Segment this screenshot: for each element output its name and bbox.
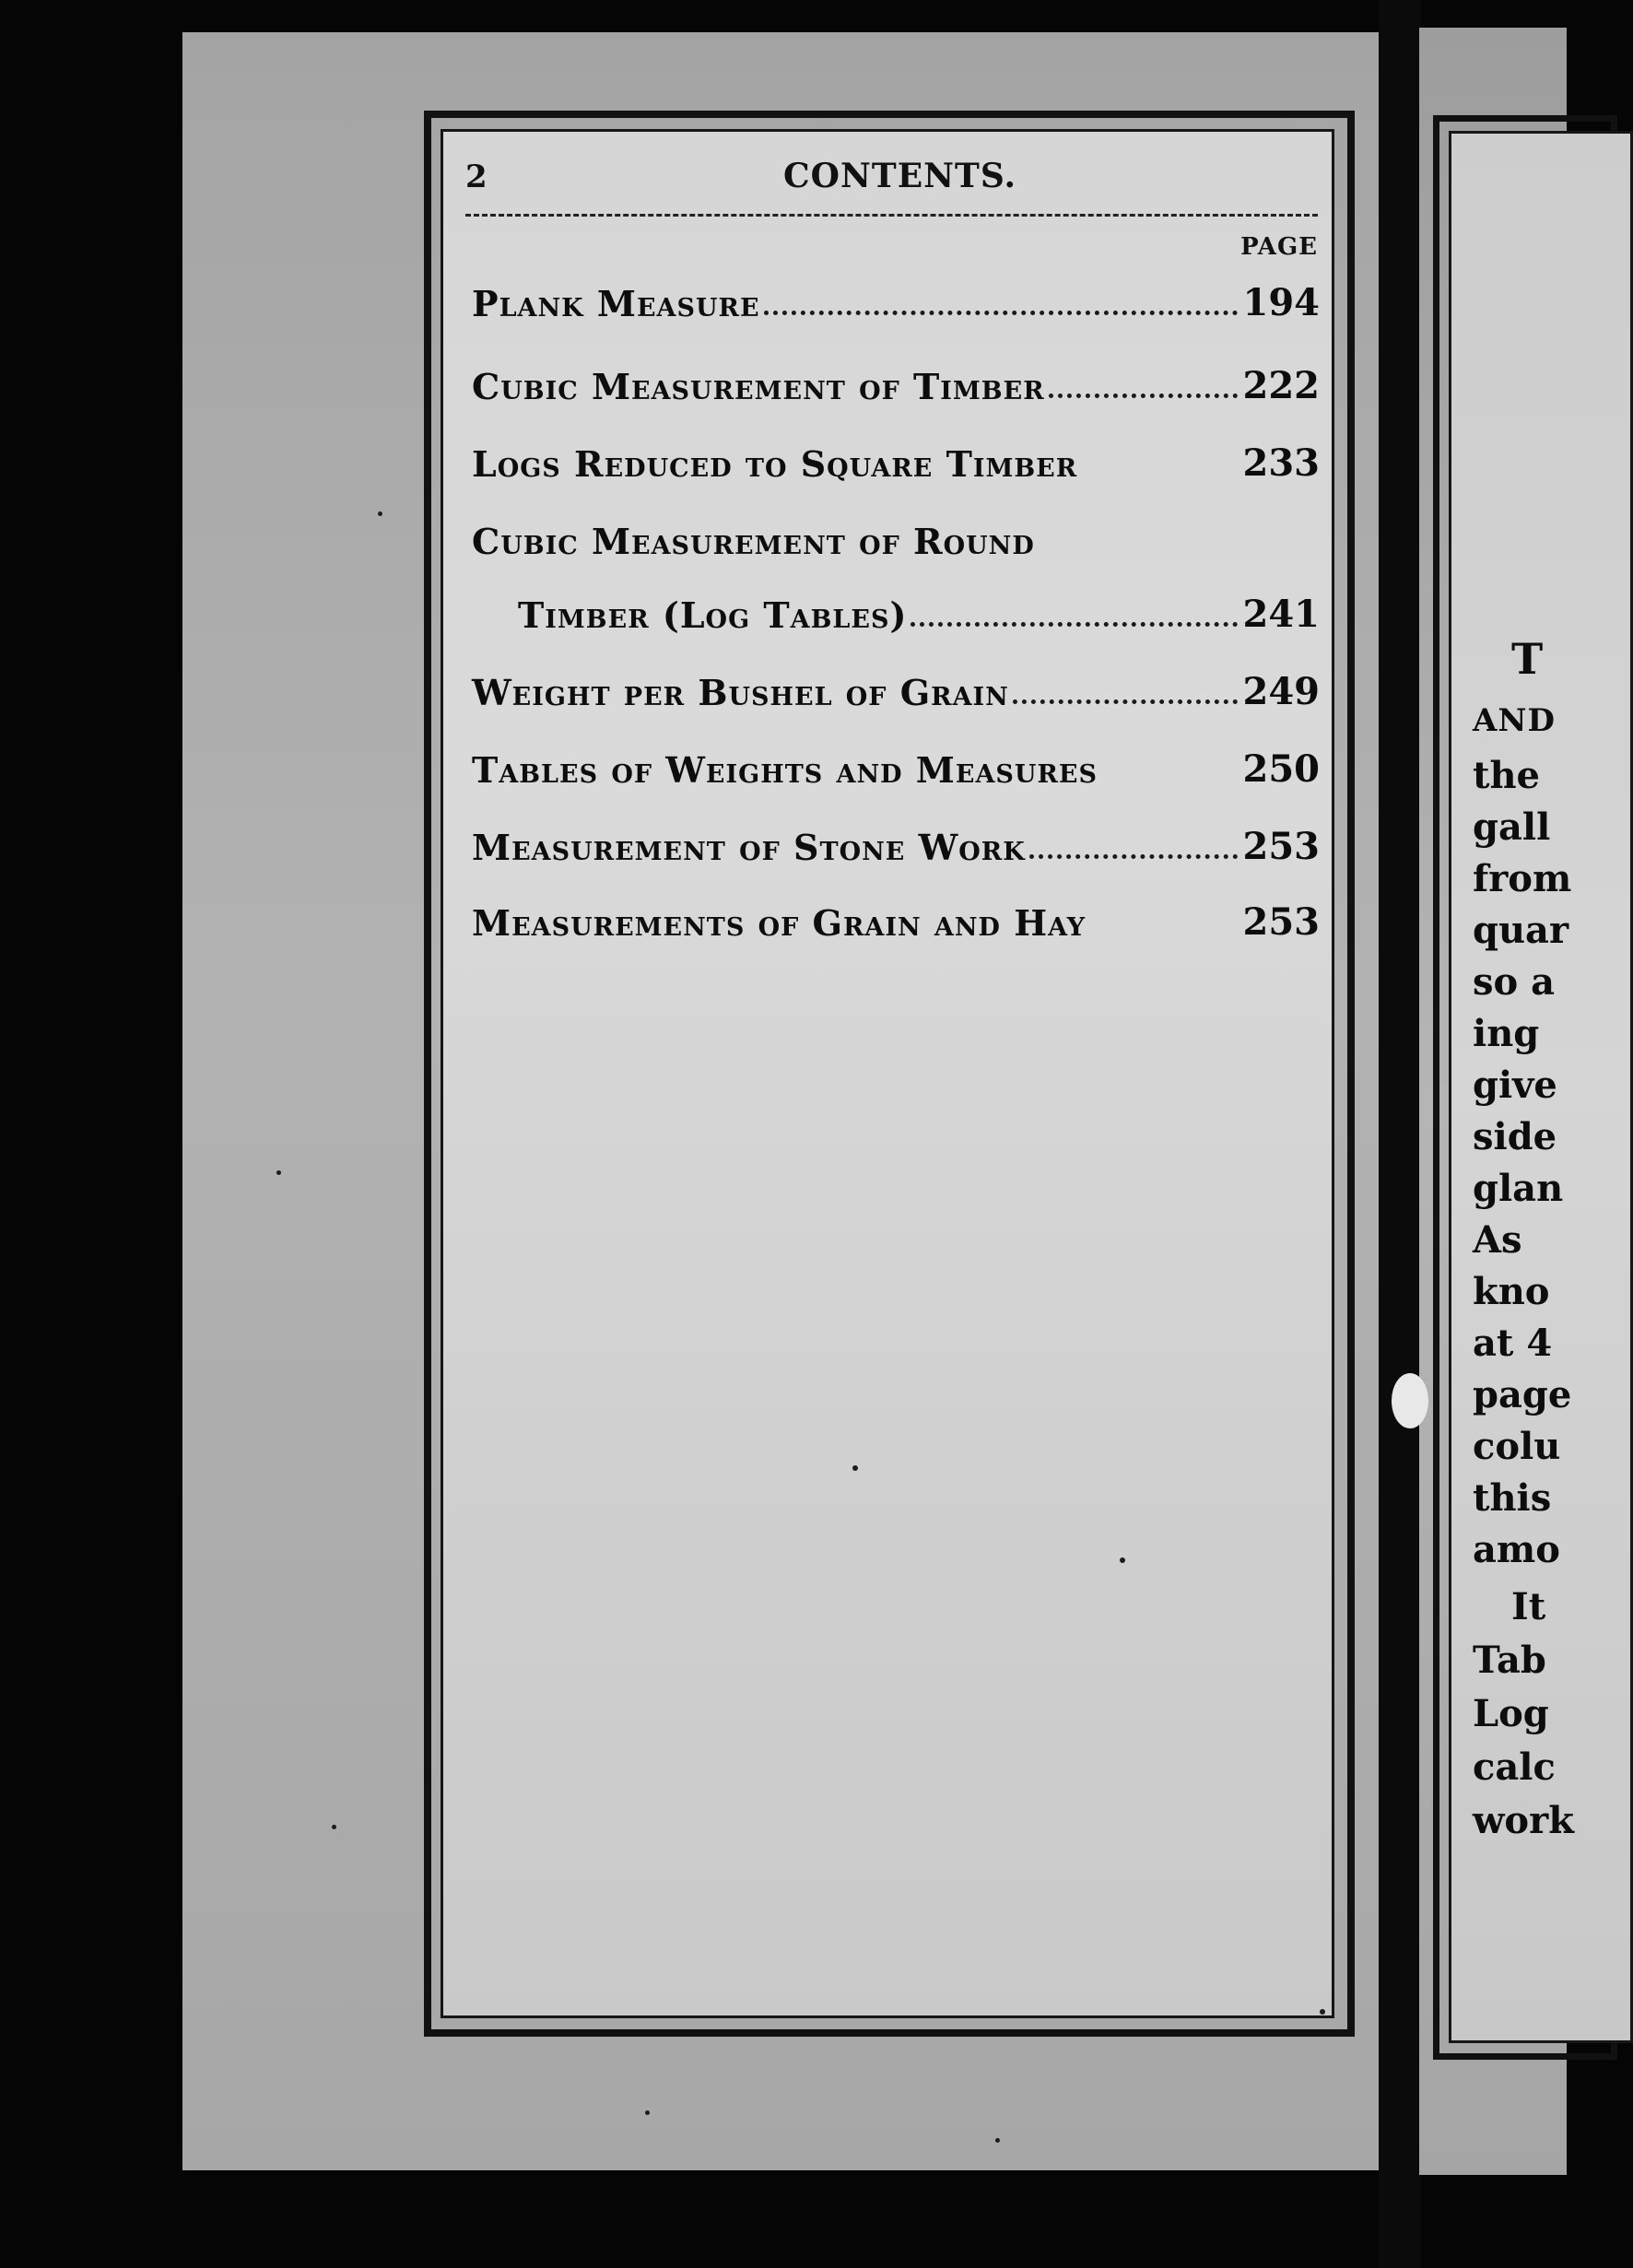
contents-entry[interactable] (472, 429, 1320, 485)
dot-leader (764, 311, 1238, 315)
entry-page: 194 (1242, 281, 1320, 324)
dot-leader (910, 622, 1237, 627)
right-page-fragment: ing (1473, 1012, 1540, 1055)
entry-title: Cubic Measurement of Timber (472, 366, 1045, 407)
right-page-fragment: the (1473, 754, 1541, 797)
right-page-fragment: colu (1473, 1425, 1561, 1468)
right-page-fragment: As (1473, 1218, 1522, 1262)
contents-entry[interactable] (472, 507, 1320, 562)
page-column-label: PAGE (1240, 233, 1318, 261)
ink-speck (1320, 2009, 1325, 2015)
right-page-fragment: amo (1473, 1528, 1560, 1571)
book-gutter (1379, 0, 1421, 2268)
entry-title: Measurements of Grain and Hay (472, 902, 1086, 944)
contents-entry[interactable] (472, 888, 1320, 944)
entry-page: 253 (1242, 900, 1320, 944)
right-page-fragment: side (1473, 1115, 1557, 1158)
ink-speck (1120, 1557, 1125, 1563)
right-page-fragment: calc (1473, 1745, 1556, 1789)
contents-entry[interactable] (472, 352, 1320, 407)
right-page-fragment: T (1511, 634, 1544, 684)
ink-speck (645, 2110, 650, 2115)
entry-page: 250 (1242, 747, 1320, 791)
header-rule (465, 214, 1318, 217)
right-page-fragment: work (1473, 1799, 1574, 1842)
right-page-fragment: kno (1473, 1270, 1550, 1313)
right-page-fragment: at 4 (1473, 1322, 1553, 1365)
entry-page: 253 (1242, 825, 1320, 868)
right-page-fragment: glan (1473, 1167, 1564, 1210)
right-page-fragment: from (1473, 857, 1572, 900)
dot-leader (1049, 394, 1238, 398)
entry-page: 241 (1242, 593, 1320, 636)
entry-title: Plank Measure (472, 283, 760, 324)
right-page-fragment: gall (1473, 805, 1551, 849)
dot-leader (1013, 699, 1238, 704)
page-number: 2 (465, 159, 488, 195)
page-title: CONTENTS. (783, 157, 1017, 195)
right-page-fragment: It (1511, 1585, 1546, 1628)
contents-entry[interactable] (472, 813, 1320, 868)
right-page-fragment: Tab (1473, 1639, 1546, 1682)
paper-tear-blemish (1392, 1373, 1428, 1428)
entry-title: Weight per Bushel of Grain (472, 672, 1009, 713)
right-page-fragment: page (1473, 1373, 1572, 1416)
ink-speck (332, 1825, 336, 1829)
right-page-fragment: AND (1473, 702, 1556, 739)
entry-page: 222 (1242, 364, 1320, 407)
entry-page: 233 (1242, 441, 1320, 485)
entry-title: Measurement of Stone Work (472, 827, 1026, 868)
entry-title: Tables of Weights and Measures (472, 749, 1098, 791)
ink-speck (852, 1465, 858, 1471)
contents-entry[interactable] (518, 581, 1320, 636)
contents-entry[interactable] (472, 658, 1320, 713)
contents-entry[interactable] (472, 735, 1320, 791)
entry-page: 249 (1242, 670, 1320, 713)
right-page-fragment: this (1473, 1476, 1552, 1520)
contents-entry[interactable] (472, 269, 1320, 324)
dot-leader (1029, 854, 1238, 859)
right-page-fragment: give (1473, 1063, 1557, 1107)
entry-title: Cubic Measurement of Round (472, 521, 1035, 562)
entry-title: Logs Reduced to Square Timber (472, 443, 1078, 485)
right-page-fragment: Log (1473, 1692, 1549, 1735)
ink-speck (276, 1170, 281, 1175)
ink-speck (995, 2138, 1000, 2143)
contents-inner-border (441, 129, 1334, 2018)
right-page-fragment: quar (1473, 909, 1569, 952)
ink-speck (378, 511, 382, 516)
right-page-fragment: so a (1473, 960, 1556, 1004)
entry-title: Timber (Log Tables) (518, 594, 908, 636)
